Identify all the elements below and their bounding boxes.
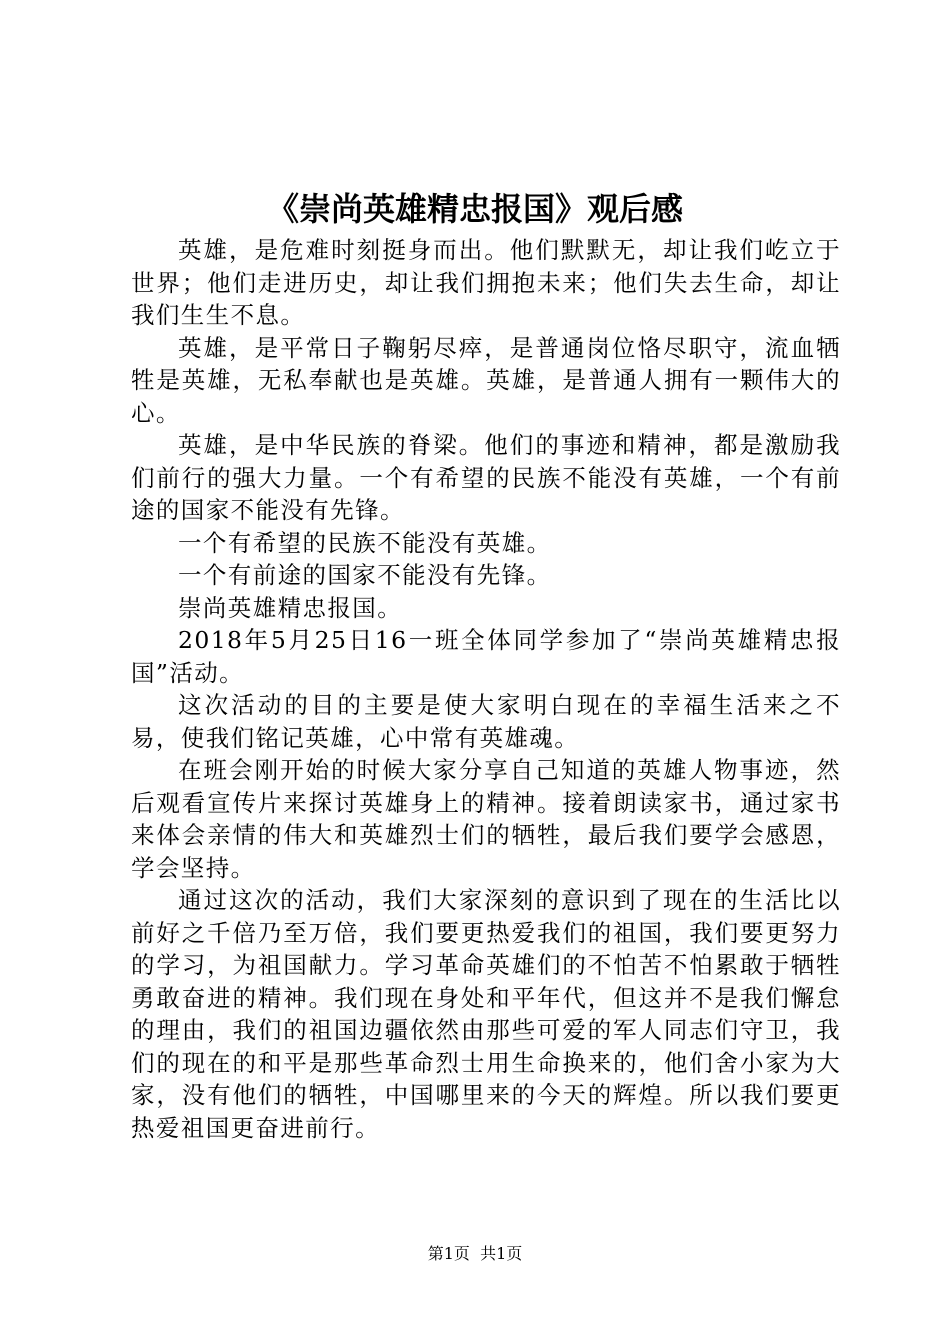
- paragraph-6: 崇尚英雄精忠报国。: [178, 593, 403, 622]
- page-total: 共1页: [480, 1244, 523, 1263]
- page-number: 第1页: [427, 1244, 470, 1263]
- paragraph-9: 在班会刚开始的时候大家分享自己知道的英雄人物事迹，然后观看宣传片来探讨英雄身上的精神。接着朗读家书，通过家书来体会亲情的伟大和英雄烈士们的牺牲，最后我们要学会感恩，学会坚持。: [131, 756, 841, 882]
- paragraph-1: 英雄，是危难时刻挺身而出。他们默默无，却让我们屹立于世界；他们走进历史，却让我们拥抱未来；他们失去生命，却让我们生生不息。: [131, 236, 841, 329]
- paragraph-4: 一个有希望的民族不能没有英雄。: [178, 528, 552, 557]
- paragraph-7: 2018年5月25日16一班全体同学参加了“崇尚英雄精忠报国”活动。: [131, 626, 841, 687]
- document-body: [131, 234, 841, 1144]
- paragraph-2: 英雄，是平常日子鞠躬尽瘁，是普通岗位恪尽职守，流血牺牲是英雄，无私奉献也是英雄。英雄，是普通人拥有一颗伟大的心。: [131, 333, 841, 427]
- paragraph-3: 英雄，是中华民族的脊梁。他们的事迹和精神，都是激励我们前行的强大力量。一个有希望的民族不能没有英雄，一个有前途的国家不能没有先锋。: [131, 431, 841, 524]
- document-title: 《崇尚英雄精忠报国》观后感: [266, 190, 683, 228]
- footer-spacer: [470, 1244, 480, 1263]
- paragraph-10: 通过这次的活动，我们大家深刻的意识到了现在的生活比以前好之千倍乃至万倍，我们要更热爱我们的祖国，我们要更努力的学习，为祖国献力。学习革命英雄们的不怕苦不怕累敢于牺牲勇敢奋进的精神。我们现在身处和平年代，但这并不是我们懈怠的理由，我们的祖国边疆依然由那些可爱的军人同志们守卫，我们的现在的和平是那些革命烈士用生命换来的，他们舍小家为大家，没有他们的牺牲，中国哪里来的今天的辉煌。所以我们要更热爱祖国更奋进前行。: [131, 886, 841, 1142]
- page-footer: [0, 1242, 950, 1266]
- paragraph-8: 这次活动的目的主要是使大家明白现在的幸福生活来之不易，使我们铭记英雄，心中常有英雄魂。: [131, 691, 841, 752]
- paragraph-5: 一个有前途的国家不能没有先锋。: [178, 561, 552, 589]
